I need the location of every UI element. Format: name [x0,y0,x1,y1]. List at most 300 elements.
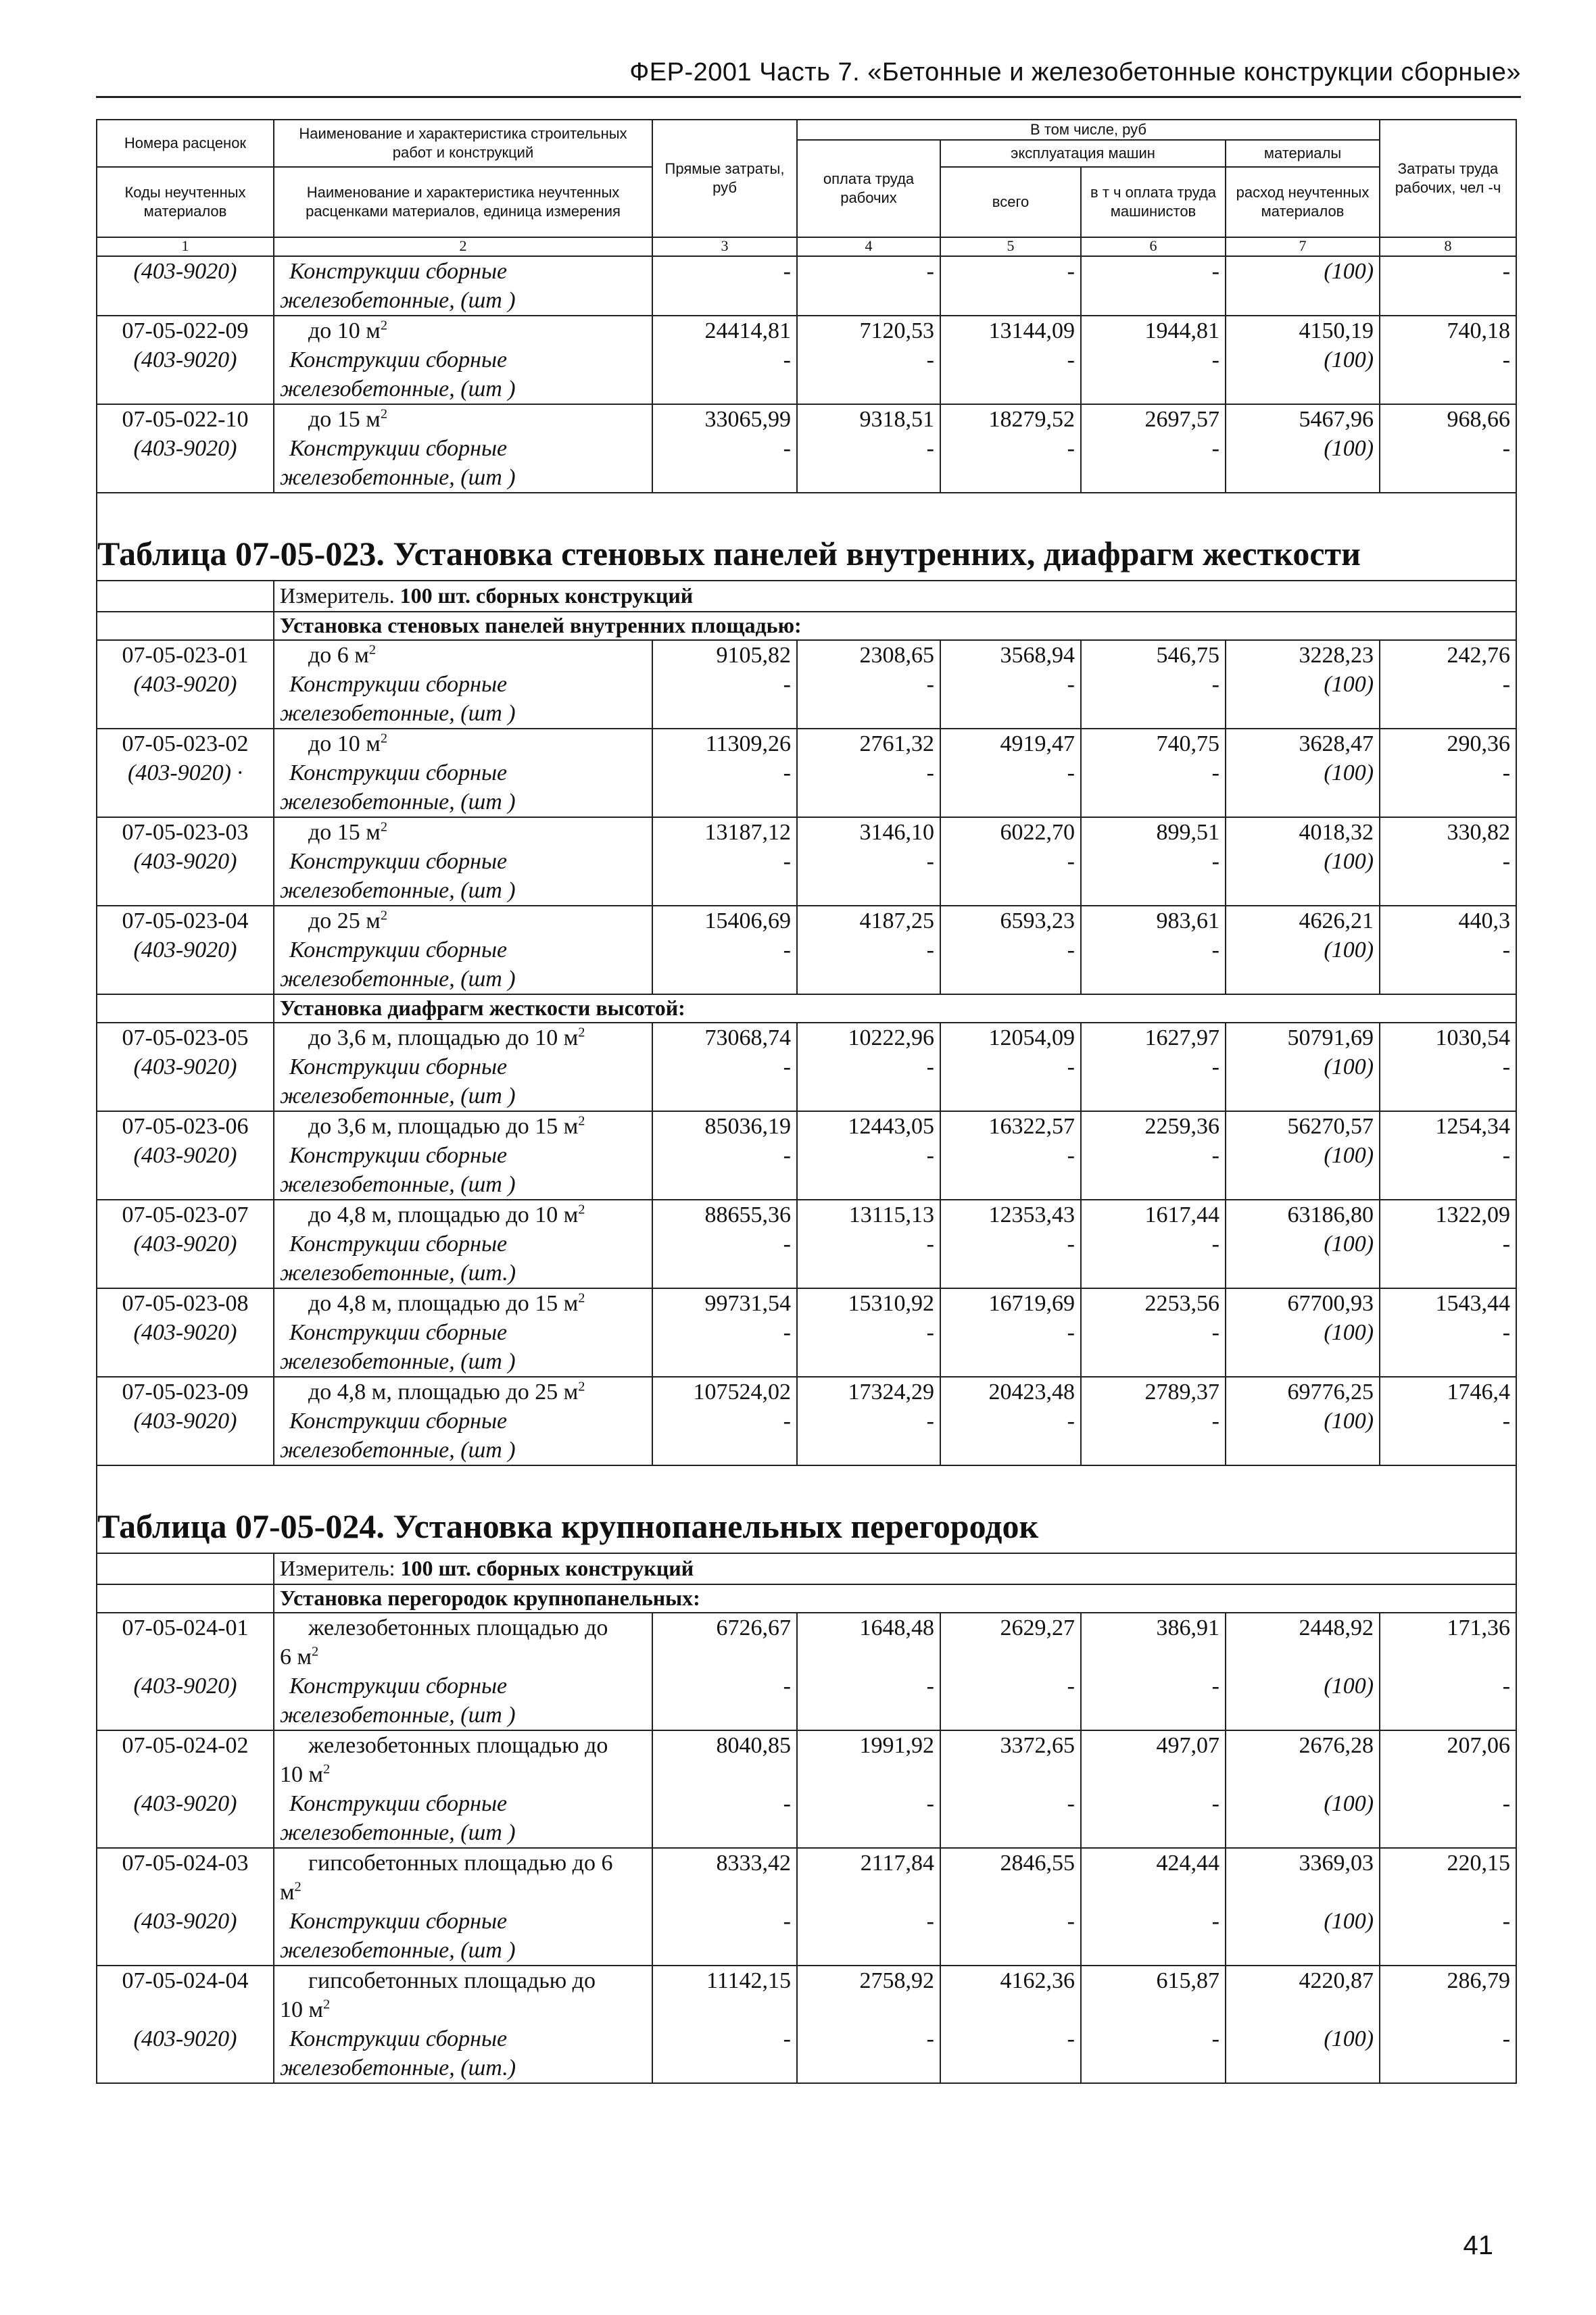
empty-cell [1380,965,1516,994]
material-percent: (100) [1226,2024,1380,2053]
material-name: Конструкции сборные [274,1907,652,1936]
material-percent: (100) [1226,1229,1380,1259]
empty-cell [652,2053,797,2083]
empty-cell [652,1436,797,1465]
empty-cell [940,1642,1081,1672]
measure-row [97,1553,1516,1584]
subsection-row [97,1584,1516,1613]
unit-exponent: 2 [380,318,388,333]
material-percent: (100) [1226,670,1380,699]
dash: - [1081,670,1226,699]
material-row-cont [97,699,1516,729]
material-row [97,256,1516,286]
value-lab: 220,15 [1380,1848,1516,1878]
rate-code: 07-05-023-02 [97,729,274,758]
work-name-cell [274,1848,652,1878]
value-m: 12353,43 [940,1200,1081,1229]
material-name: Конструкции сборные [274,758,652,787]
value-m: 3568,94 [940,640,1081,670]
dash: - [1380,1141,1516,1170]
empty-cell [1380,1995,1516,2024]
empty-cell [1081,1701,1226,1730]
dash: - [940,1907,1081,1936]
work-name: до 3,6 м, площадью до 15 м [308,1114,579,1139]
material-row [97,2024,1516,2053]
dash: - [940,847,1081,876]
empty-cell [1081,1878,1226,1907]
col-material-codes: Коды неучтенных материалов [97,167,274,237]
rate-code: 07-05-023-08 [97,1288,274,1318]
dash: - [940,434,1081,463]
material-row-cont [97,1259,1516,1288]
dash: - [940,1229,1081,1259]
empty-cell [1081,2053,1226,2083]
value-p: 6726,67 [652,1613,797,1642]
dash: - [652,2024,797,2053]
value-md: 615,87 [1081,1966,1226,1995]
empty-cell [940,1347,1081,1377]
value-mat: 2448,92 [1226,1613,1380,1642]
dash: - [940,1318,1081,1347]
empty-cell [652,1170,797,1200]
empty-cell [940,1081,1081,1111]
rate-code: 07-05-023-01 [97,640,274,670]
value-mat: 4220,87 [1226,1966,1380,1995]
empty-cell [940,2053,1081,2083]
col-num: 8 [1380,237,1516,256]
empty-cell [940,965,1081,994]
dash: - [1081,1407,1226,1436]
dash: - [797,1052,940,1081]
material-code: (403-9020) [97,434,274,463]
empty-cell [1380,374,1516,404]
value-mat: 56270,57 [1226,1111,1380,1141]
material-code: (403-9020) [97,1789,274,1818]
empty-cell [652,1818,797,1848]
measure-cell [274,1553,1516,1584]
value-w: 12443,05 [797,1111,940,1141]
value-m: 20423,48 [940,1377,1081,1407]
material-name-cont: железобетонные, (шт ) [274,1347,652,1377]
work-name-cont [274,1642,652,1672]
dash: - [940,256,1081,286]
material-name: Конструкции сборные [274,1052,652,1081]
value-m: 18279,52 [940,404,1081,434]
material-percent: (100) [1226,345,1380,374]
rate-row [97,316,1516,345]
dash: - [652,1907,797,1936]
measure-label: Измеритель: [280,1556,395,1580]
value-lab: 1254,34 [1380,1111,1516,1141]
unit-exponent: 2 [578,1025,585,1040]
empty-cell [797,1259,940,1288]
unit-exponent: 2 [312,1644,319,1659]
empty-cell [1226,965,1380,994]
empty-cell [97,876,274,906]
column-numbers-row [97,237,1516,256]
empty-cell [652,374,797,404]
material-name-cont: железобетонные, (шт ) [274,1936,652,1966]
empty-cell [1226,2053,1380,2083]
empty-cell [652,1642,797,1672]
empty-cell [97,1553,274,1584]
empty-cell [797,286,940,316]
value-w: 7120,53 [797,316,940,345]
col-num: 3 [652,237,797,256]
empty-cell [97,994,274,1023]
material-row-cont [97,1170,1516,1200]
dash: - [652,1141,797,1170]
measure-row [97,581,1516,612]
rate-code: 07-05-023-04 [97,906,274,935]
value-md: 2697,57 [1081,404,1226,434]
dash: - [652,345,797,374]
empty-cell [1226,1436,1380,1465]
empty-cell [1226,374,1380,404]
material-row [97,345,1516,374]
material-code: (403-9020) [97,847,274,876]
empty-cell [940,1701,1081,1730]
empty-cell [797,1170,940,1200]
dash: - [1380,758,1516,787]
material-percent: (100) [1226,1141,1380,1170]
empty-cell [97,1081,274,1111]
empty-cell [940,787,1081,817]
value-md: 497,07 [1081,1730,1226,1760]
dash: - [1081,935,1226,965]
work-name-cell [274,404,652,434]
empty-cell [652,1259,797,1288]
page-header-title: ФЕР-2001 Часть 7. «Бетонные и железобетонные конструкции сборные» [629,58,1521,87]
value-md: 1944,81 [1081,316,1226,345]
material-row-cont [97,876,1516,906]
col-including: В том числе, руб [797,120,1380,140]
rate-code: 07-05-023-05 [97,1023,274,1052]
empty-cell [97,1818,274,1848]
work-name-cont-text: 10 м [280,1762,324,1787]
empty-cell [940,286,1081,316]
empty-cell [1380,2053,1516,2083]
work-name: до 15 м [308,407,381,432]
material-name-cont: железобетонные, (шт ) [274,1081,652,1111]
empty-cell [1081,1818,1226,1848]
value-lab: 330,82 [1380,817,1516,847]
empty-cell [97,1878,274,1907]
material-row-cont [97,374,1516,404]
value-p: 73068,74 [652,1023,797,1052]
value-mat: 5467,96 [1226,404,1380,434]
col-num: 5 [940,237,1081,256]
dash: - [940,1407,1081,1436]
dash: - [1081,256,1226,286]
dash: - [797,935,940,965]
material-row-cont [97,1818,1516,1848]
empty-cell [1380,876,1516,906]
dash: - [797,1672,940,1701]
dash: - [652,1052,797,1081]
dash: - [652,1318,797,1347]
col-worker-pay: оплата труда рабочих [797,140,940,237]
dash: - [940,1672,1081,1701]
empty-cell [97,1259,274,1288]
empty-cell [1380,1818,1516,1848]
measure-value: 100 шт. сборных конструкций [400,583,694,608]
material-code: (403-9020) [97,935,274,965]
subsection-row [97,994,1516,1023]
empty-cell [1380,286,1516,316]
work-name: до 10 м [308,731,381,756]
material-percent: (100) [1226,1672,1380,1701]
rate-row [97,1848,1516,1878]
material-row [97,1789,1516,1818]
empty-cell [1081,1081,1226,1111]
empty-cell [97,1170,274,1200]
col-num: 7 [1226,237,1380,256]
work-name: железобетонных площадью до [308,1615,608,1640]
material-name: Конструкции сборные [274,1407,652,1436]
material-percent: (100) [1226,847,1380,876]
empty-cell [1380,787,1516,817]
unit-exponent: 2 [294,1879,301,1895]
rate-code: 07-05-023-03 [97,817,274,847]
unit-exponent: 2 [578,1379,585,1394]
empty-cell [1081,699,1226,729]
col-num: 6 [1081,237,1226,256]
empty-cell [97,581,274,612]
value-mat: 4018,32 [1226,817,1380,847]
value-lab: 1746,4 [1380,1377,1516,1407]
empty-cell [97,965,274,994]
material-name: Конструкции сборные [274,670,652,699]
rate-row [97,404,1516,434]
value-p: 8040,85 [652,1730,797,1760]
value-m: 12054,09 [940,1023,1081,1052]
col-machines: эксплуатация машин [940,140,1226,167]
dash: - [797,1907,940,1936]
rate-row [97,1966,1516,1995]
material-row-cont [97,1081,1516,1111]
value-mat: 4626,21 [1226,906,1380,935]
material-code: (403-9020) [97,1318,274,1347]
dash: - [797,758,940,787]
empty-cell [1226,1081,1380,1111]
work-name-cont-text: м [280,1880,295,1905]
empty-cell [1380,1081,1516,1111]
work-name-cell [274,1023,652,1052]
work-name: железобетонных площадью до [308,1733,608,1758]
work-name-cont [274,1878,652,1907]
dash: - [940,670,1081,699]
material-row-cont [97,1347,1516,1377]
empty-cell [1380,1701,1516,1730]
measure-value: 100 шт. сборных конструкций [400,1556,694,1580]
table-title-row [97,1465,1516,1553]
measure-cell [274,581,1516,612]
empty-cell [1081,1259,1226,1288]
empty-cell [97,2053,274,2083]
value-w: 9318,51 [797,404,940,434]
page-header [96,58,1521,98]
value-lab: 1030,54 [1380,1023,1516,1052]
material-percent: (100) [1226,1789,1380,1818]
dash: - [797,847,940,876]
empty-cell [797,1995,940,2024]
value-md: 2789,37 [1081,1377,1226,1407]
work-name-cont-text: 10 м [280,1997,324,2022]
empty-cell [1081,1170,1226,1200]
value-p: 15406,69 [652,906,797,935]
empty-cell [797,1936,940,1966]
empty-cell [797,374,940,404]
value-p: 24414,81 [652,316,797,345]
empty-cell [652,1701,797,1730]
material-code: (403-9020) [97,2024,274,2053]
material-name-cont: железобетонные, (шт ) [274,286,652,316]
rate-code: 07-05-023-06 [97,1111,274,1141]
dash: - [1380,1407,1516,1436]
table-title: Таблица 07-05-023. Установка стеновых панелей внутренних, диафрагм жесткости [97,493,1516,581]
material-percent: (100) [1226,1318,1380,1347]
empty-cell [797,1818,940,1848]
material-row-cont [97,965,1516,994]
col-labor-costs: Затраты труда рабочих, чел -ч [1380,120,1516,237]
work-name-cell [274,1288,652,1318]
rate-row [97,1730,1516,1760]
value-w: 17324,29 [797,1377,940,1407]
dash: - [1380,1907,1516,1936]
rate-code: 07-05-023-09 [97,1377,274,1407]
unit-exponent: 2 [578,1113,585,1129]
empty-cell [97,1642,274,1672]
empty-cell [1226,1642,1380,1672]
empty-cell [1380,1642,1516,1672]
dash: - [1081,434,1226,463]
value-mat: 69776,25 [1226,1377,1380,1407]
col-num: 2 [274,237,652,256]
value-md: 899,51 [1081,817,1226,847]
dash: - [1380,847,1516,876]
empty-cell [1226,1818,1380,1848]
empty-cell [940,1818,1081,1848]
empty-cell [652,876,797,906]
material-row [97,1229,1516,1259]
value-mat: 4150,19 [1226,316,1380,345]
value-p: 88655,36 [652,1200,797,1229]
empty-cell [652,965,797,994]
material-row [97,670,1516,699]
value-lab: 171,36 [1380,1613,1516,1642]
value-w: 3146,10 [797,817,940,847]
material-row-cont [97,1701,1516,1730]
material-name-cont: железобетонные, (шт ) [274,699,652,729]
dash: - [1380,1052,1516,1081]
material-code: (403-9020) [97,256,274,286]
work-name-cell [274,640,652,670]
dash: - [940,935,1081,965]
dash: - [1380,1672,1516,1701]
value-m: 16322,57 [940,1111,1081,1141]
material-row [97,1052,1516,1081]
dash: - [797,1141,940,1170]
work-name-cell [274,906,652,935]
page-number: 41 [1463,2231,1493,2260]
material-name: Конструкции сборные [274,935,652,965]
material-row-cont [97,1436,1516,1465]
empty-cell [97,1995,274,2024]
work-name: гипсобетонных площадью до 6 [308,1851,613,1876]
value-md: 386,91 [1081,1613,1226,1642]
value-lab: 286,79 [1380,1966,1516,1995]
material-code: (403-9020) · [97,758,274,787]
col-material-names: Наименование и характеристика неучтенных расценками материалов, единица измерения [274,167,652,237]
material-row-cont [97,787,1516,817]
material-row [97,1141,1516,1170]
table-title-row [97,493,1516,581]
unit-exponent: 2 [380,819,388,835]
value-p: 11309,26 [652,729,797,758]
value-m: 4919,47 [940,729,1081,758]
material-row [97,935,1516,965]
dash: - [940,1141,1081,1170]
value-md: 546,75 [1081,640,1226,670]
work-name-cont-text: 6 м [280,1644,312,1670]
value-md: 1627,97 [1081,1023,1226,1052]
table-header [97,120,1516,256]
dash: - [1380,256,1516,286]
empty-cell [1081,965,1226,994]
value-p: 11142,15 [652,1966,797,1995]
subsection-row [97,612,1516,640]
unit-exponent: 2 [578,1202,585,1217]
rate-row-cont [97,1995,1516,2024]
dash: - [1081,1141,1226,1170]
empty-cell [652,1347,797,1377]
rate-code: 07-05-023-07 [97,1200,274,1229]
value-m: 16719,69 [940,1288,1081,1318]
rate-row-cont [97,1642,1516,1672]
empty-cell [1380,463,1516,493]
empty-cell [652,463,797,493]
empty-cell [797,1347,940,1377]
dash: - [1380,1318,1516,1347]
value-md: 424,44 [1081,1848,1226,1878]
material-code: (403-9020) [97,1672,274,1701]
dash: - [1380,670,1516,699]
value-md: 2253,56 [1081,1288,1226,1318]
dash: - [1380,935,1516,965]
empty-cell [1380,1170,1516,1200]
material-row [97,1318,1516,1347]
value-m: 2846,55 [940,1848,1081,1878]
empty-cell [1081,1642,1226,1672]
material-name: Конструкции сборные [274,434,652,463]
unit-exponent: 2 [368,642,377,658]
empty-cell [97,699,274,729]
rates-table [96,119,1517,2084]
value-mat: 3369,03 [1226,1848,1380,1878]
rate-row [97,906,1516,935]
material-name-cont: железобетонные, (шт ) [274,876,652,906]
material-name-cont: железобетонные, (шт ) [274,965,652,994]
material-percent: (100) [1226,1907,1380,1936]
value-w: 2761,32 [797,729,940,758]
empty-cell [1081,463,1226,493]
material-name: Конструкции сборные [274,2024,652,2053]
empty-cell [1380,1760,1516,1789]
dash: - [940,345,1081,374]
empty-cell [797,463,940,493]
value-p: 99731,54 [652,1288,797,1318]
